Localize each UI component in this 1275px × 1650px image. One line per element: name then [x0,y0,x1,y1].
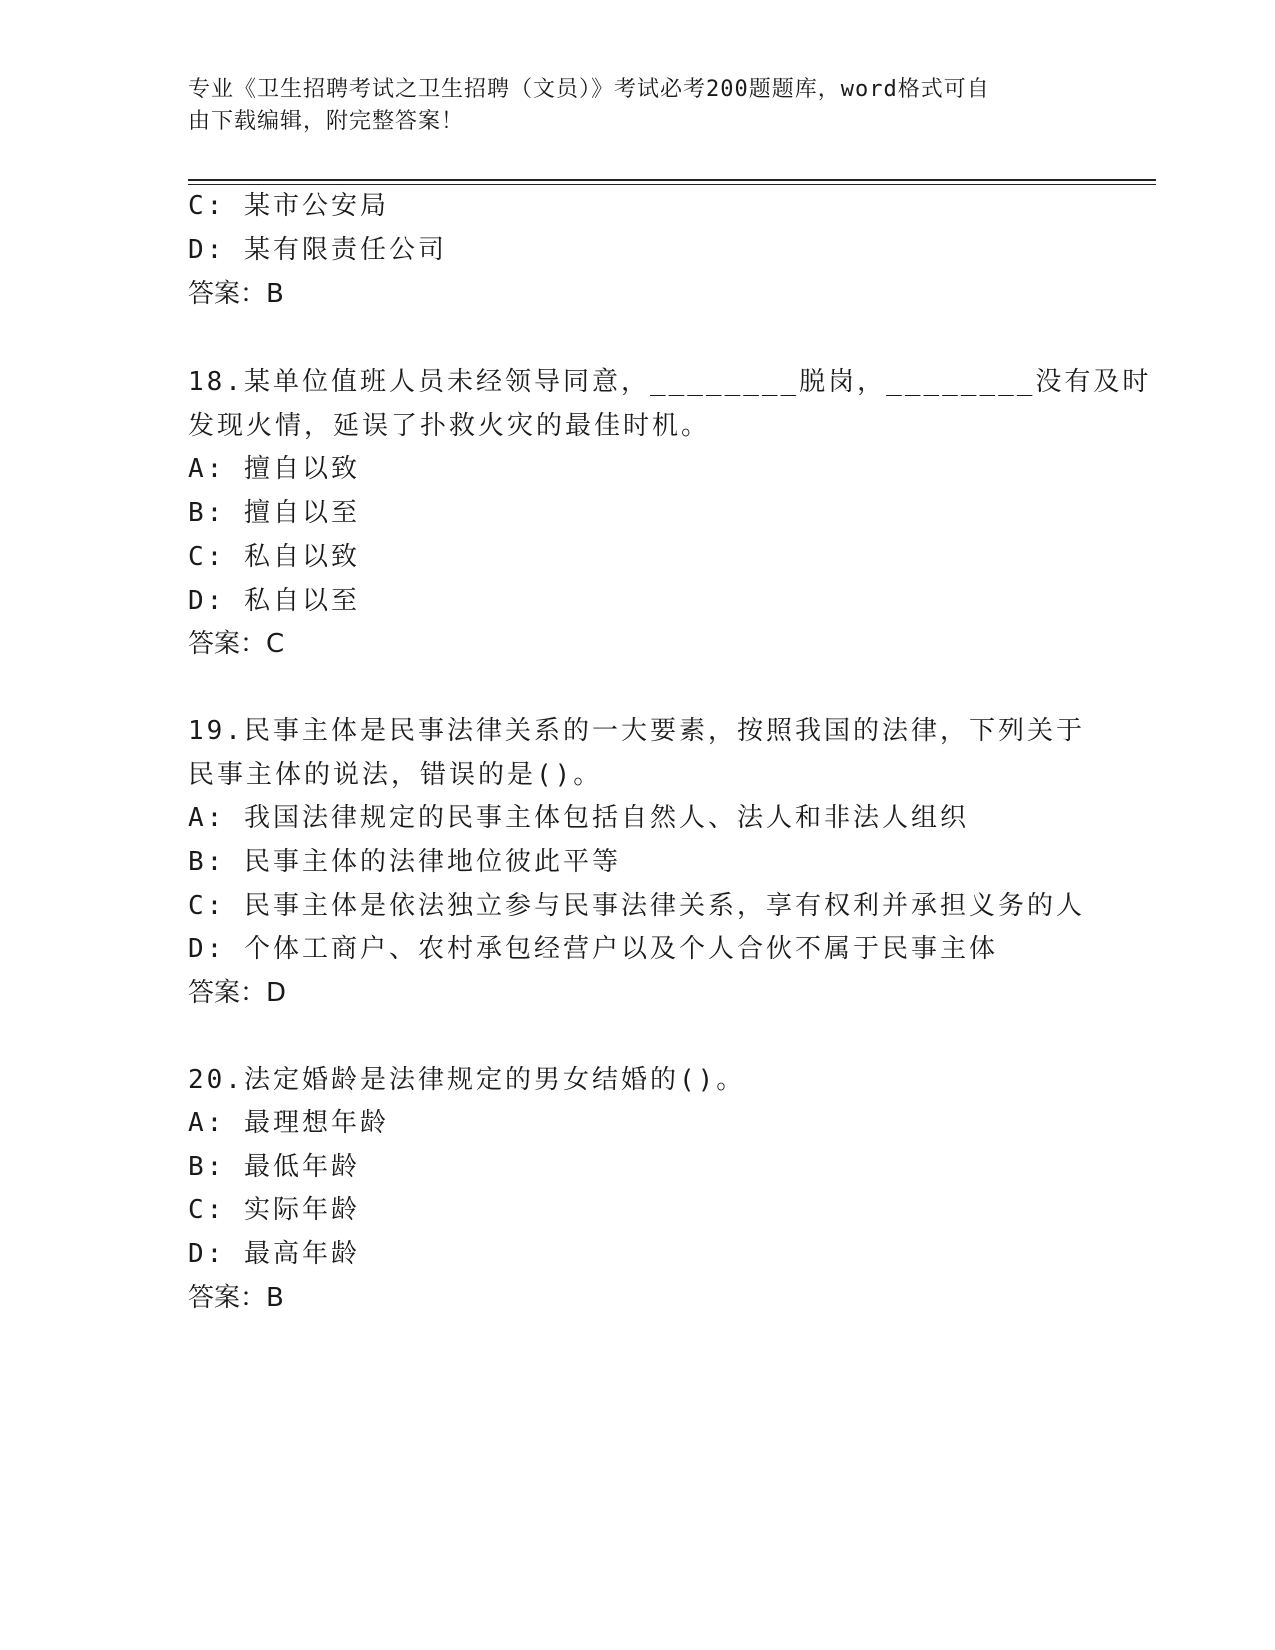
question-18-stem-line-1: 18.某单位值班人员未经领导同意，________脱岗，________没有及时 [188,367,1152,397]
question-19-stem-line-1: 19.民事主体是民事法律关系的一大要素，按照我国的法律，下列关于 [188,716,1085,746]
question-18-stem-line-2: 发现火情，延误了扑救火灾的最佳时机。 [188,411,711,441]
question-20-answer: 答案：B [188,1283,284,1313]
question-19-option-d: D: 个体工商户、农村承包经营户以及个人合伙不属于民事主体 [188,934,998,964]
question-20-option-d: D: 最高年龄 [188,1239,360,1269]
page-header [188,74,1078,138]
question-18-option-b: B: 擅自以至 [188,498,360,528]
header-line-1: 专业《卫生招聘考试之卫生招聘（文员）》考试必考200题题库，word格式可自 [188,77,990,102]
header-divider-thick [188,179,1156,181]
question-18-option-a: A: 擅自以致 [188,454,360,484]
prev-question-option-d: D: 某有限责任公司 [188,235,447,265]
header-divider-thin [188,184,1156,185]
prev-question-answer: 答案：B [188,279,284,309]
question-20-option-b: B: 最低年龄 [188,1152,360,1182]
header-line-2: 由下载编辑，附完整答案！ [188,109,465,134]
question-18-option-c: C: 私自以致 [188,542,360,572]
prev-question-option-c: C: 某市公安局 [188,191,389,221]
question-20-option-a: A: 最理想年龄 [188,1108,389,1138]
question-20-stem: 20.法定婚龄是法律规定的男女结婚的()。 [188,1065,746,1095]
question-19-option-a: A: 我国法律规定的民事主体包括自然人、法人和非法人组织 [188,803,969,833]
question-19-option-c: C: 民事主体是依法独立参与民事法律关系，享有权利并承担义务的人 [188,891,1085,921]
question-19-option-b: B: 民事主体的法律地位彼此平等 [188,847,621,877]
question-19-stem-line-2: 民事主体的说法，错误的是()。 [188,760,603,790]
question-20-option-c: C: 实际年龄 [188,1195,360,1225]
question-19-answer: 答案：D [188,978,287,1008]
question-18-option-d: D: 私自以至 [188,586,360,616]
question-18-answer: 答案：C [188,629,285,659]
